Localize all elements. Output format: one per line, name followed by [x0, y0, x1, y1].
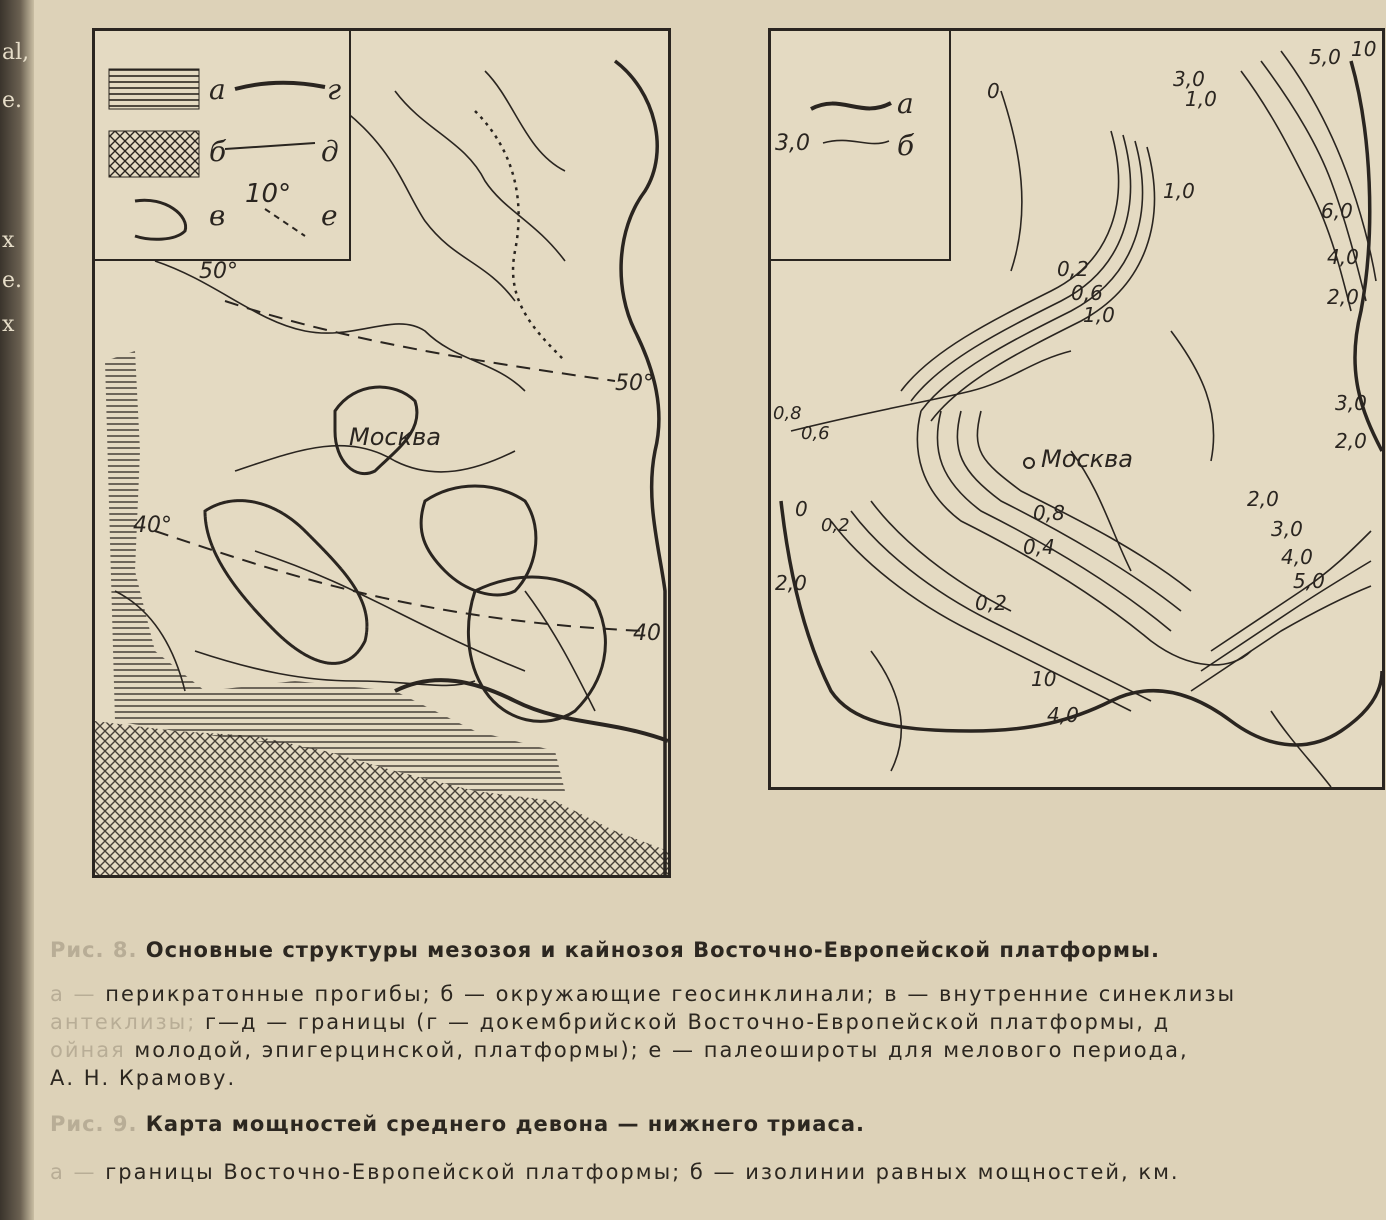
precambrian-platform-boundary — [615, 61, 665, 875]
syneclise-outline — [468, 577, 605, 721]
isoline-label: 0,8 — [1033, 501, 1065, 525]
isoline-label: 0 — [987, 79, 1000, 103]
syneclise-outline — [205, 501, 367, 664]
isoline-label: 4,0 — [1327, 245, 1359, 269]
map2-legend — [771, 31, 951, 261]
legend-paleolatitude-symbol — [265, 209, 305, 236]
spine-text-fragment: x — [2, 312, 15, 337]
isoline-label: 10 — [1031, 667, 1057, 691]
city-label-moscow: Москва — [1041, 445, 1133, 473]
legend-label-b: б — [897, 129, 915, 162]
legend-sample-value: 3,0 — [775, 131, 810, 156]
isoline-label: 0,6 — [1071, 281, 1103, 305]
isoline-label: 10 — [1351, 37, 1377, 61]
spine-text-fragment: e. — [2, 88, 23, 113]
latitude-label: 40 — [633, 621, 661, 646]
legend-label-v: в — [209, 199, 226, 232]
isoline-label: 0,4 — [1023, 535, 1055, 559]
fig9-line-text: границы Восточно-Европейской платформы; б — изолинии равных мощностей, км. — [105, 1160, 1180, 1184]
isoline-label: 0,8 — [773, 403, 802, 424]
fig9-caption-text: Карта мощностей среднего девона — нижнего триаса. — [145, 1112, 866, 1136]
legend-label-g: г — [327, 73, 342, 106]
isoline-label: 4,0 — [1281, 545, 1313, 569]
fig8-caption-title — [50, 938, 1160, 962]
fig8-caption-prefix: Рис. 8. — [50, 938, 138, 962]
legend-label-e: е — [321, 199, 338, 232]
map-middle-devonian-lower-triassic-thickness — [768, 28, 1385, 790]
legend-angle-label: 10° — [245, 179, 292, 209]
isoline-label: 0,2 — [821, 515, 850, 536]
fig8-line-prefix: а — — [50, 982, 97, 1006]
legend-label-a: а — [897, 87, 914, 120]
isoline-label: 1,0 — [1163, 179, 1195, 203]
legend-cross-swatch — [109, 131, 199, 177]
isoline-label: 4,0 — [1047, 703, 1079, 727]
isoline-label: 0 — [795, 497, 808, 521]
isoline-label: 0,6 — [801, 423, 830, 444]
legend-boundary-a-symbol — [811, 103, 891, 109]
isoline-label: 1,0 — [1083, 303, 1115, 327]
fig8-line-text: г—д — границы (г — докембрийской Восточно-Европейской платформы, д — [205, 1010, 1171, 1034]
latitude-label: 50° — [199, 259, 238, 284]
fig8-legend-line — [50, 1038, 1189, 1062]
legend-label-d: д — [321, 135, 339, 168]
isoline-label: 1,0 — [1185, 87, 1217, 111]
isoline-label: 5,0 — [1293, 569, 1325, 593]
isoline-label: 0,2 — [1057, 257, 1089, 281]
spine-text-fragment: x — [2, 228, 15, 253]
paleolatitude-50 — [225, 301, 615, 381]
legend-hatch-swatch — [109, 69, 199, 109]
isoline-label: 2,0 — [1327, 285, 1359, 309]
city-label-moscow: Москва — [349, 423, 441, 451]
isoline-label: 6,0 — [1321, 199, 1353, 223]
legend-boundary-d-symbol — [225, 143, 315, 149]
spine-text-fragment: e. — [2, 268, 23, 293]
isoline-label: 3,0 — [1173, 67, 1205, 91]
isoline-label: 5,0 — [1309, 45, 1341, 69]
isoline-label: 0,2 — [975, 591, 1007, 615]
fig8-legend-line — [50, 1066, 236, 1090]
fig8-legend-line — [50, 982, 1236, 1006]
moscow-marker — [1024, 458, 1034, 468]
legend-label-a: а — [209, 73, 226, 106]
fig8-caption-text: Основные структуры мезозоя и кайнозоя Восточно-Европейской платформы. — [145, 938, 1161, 962]
spine-text-fragment: al, — [2, 40, 30, 65]
fig8-legend-line — [50, 1010, 1170, 1034]
legend-isoline-b-symbol — [823, 140, 889, 143]
fig8-line-text: перикратонные прогибы; б — окружающие геосинклинали; в — внутренние синеклизы — [105, 982, 1237, 1006]
isoline-label: 2,0 — [1247, 487, 1279, 511]
legend-label-b: б — [209, 135, 227, 168]
toothed-boundary-ticks — [475, 111, 565, 361]
map-mesozoic-cenozoic-structures — [92, 28, 671, 878]
latitude-label: 40° — [133, 513, 172, 538]
isoline-label: 3,0 — [1271, 517, 1303, 541]
fig8-line-text: А. Н. Крамову. — [50, 1066, 237, 1090]
fig9-line-prefix: а — — [50, 1160, 97, 1184]
fig9-caption-prefix: Рис. 9. — [50, 1112, 138, 1136]
latitude-label: 50° — [615, 371, 654, 396]
isoline-label: 2,0 — [775, 571, 807, 595]
book-spine-shadow — [0, 0, 34, 1220]
paleolatitude-40 — [155, 531, 645, 631]
isoline-label: 3,0 — [1335, 391, 1367, 415]
fig9-caption-title — [50, 1112, 865, 1136]
fig9-legend-line — [50, 1160, 1180, 1184]
isoline-label: 2,0 — [1335, 429, 1367, 453]
map1-legend — [95, 31, 351, 261]
fig8-line-text: молодой, эпигерцинской, платформы); е — палеошироты для мелового периода, — [134, 1038, 1189, 1062]
fig8-line-prefix: антеклизы; — [50, 1010, 197, 1034]
legend-syneclise-symbol — [135, 200, 186, 239]
legend-boundary-g-symbol — [235, 83, 325, 89]
fig8-line-prefix: ойная — [50, 1038, 126, 1062]
